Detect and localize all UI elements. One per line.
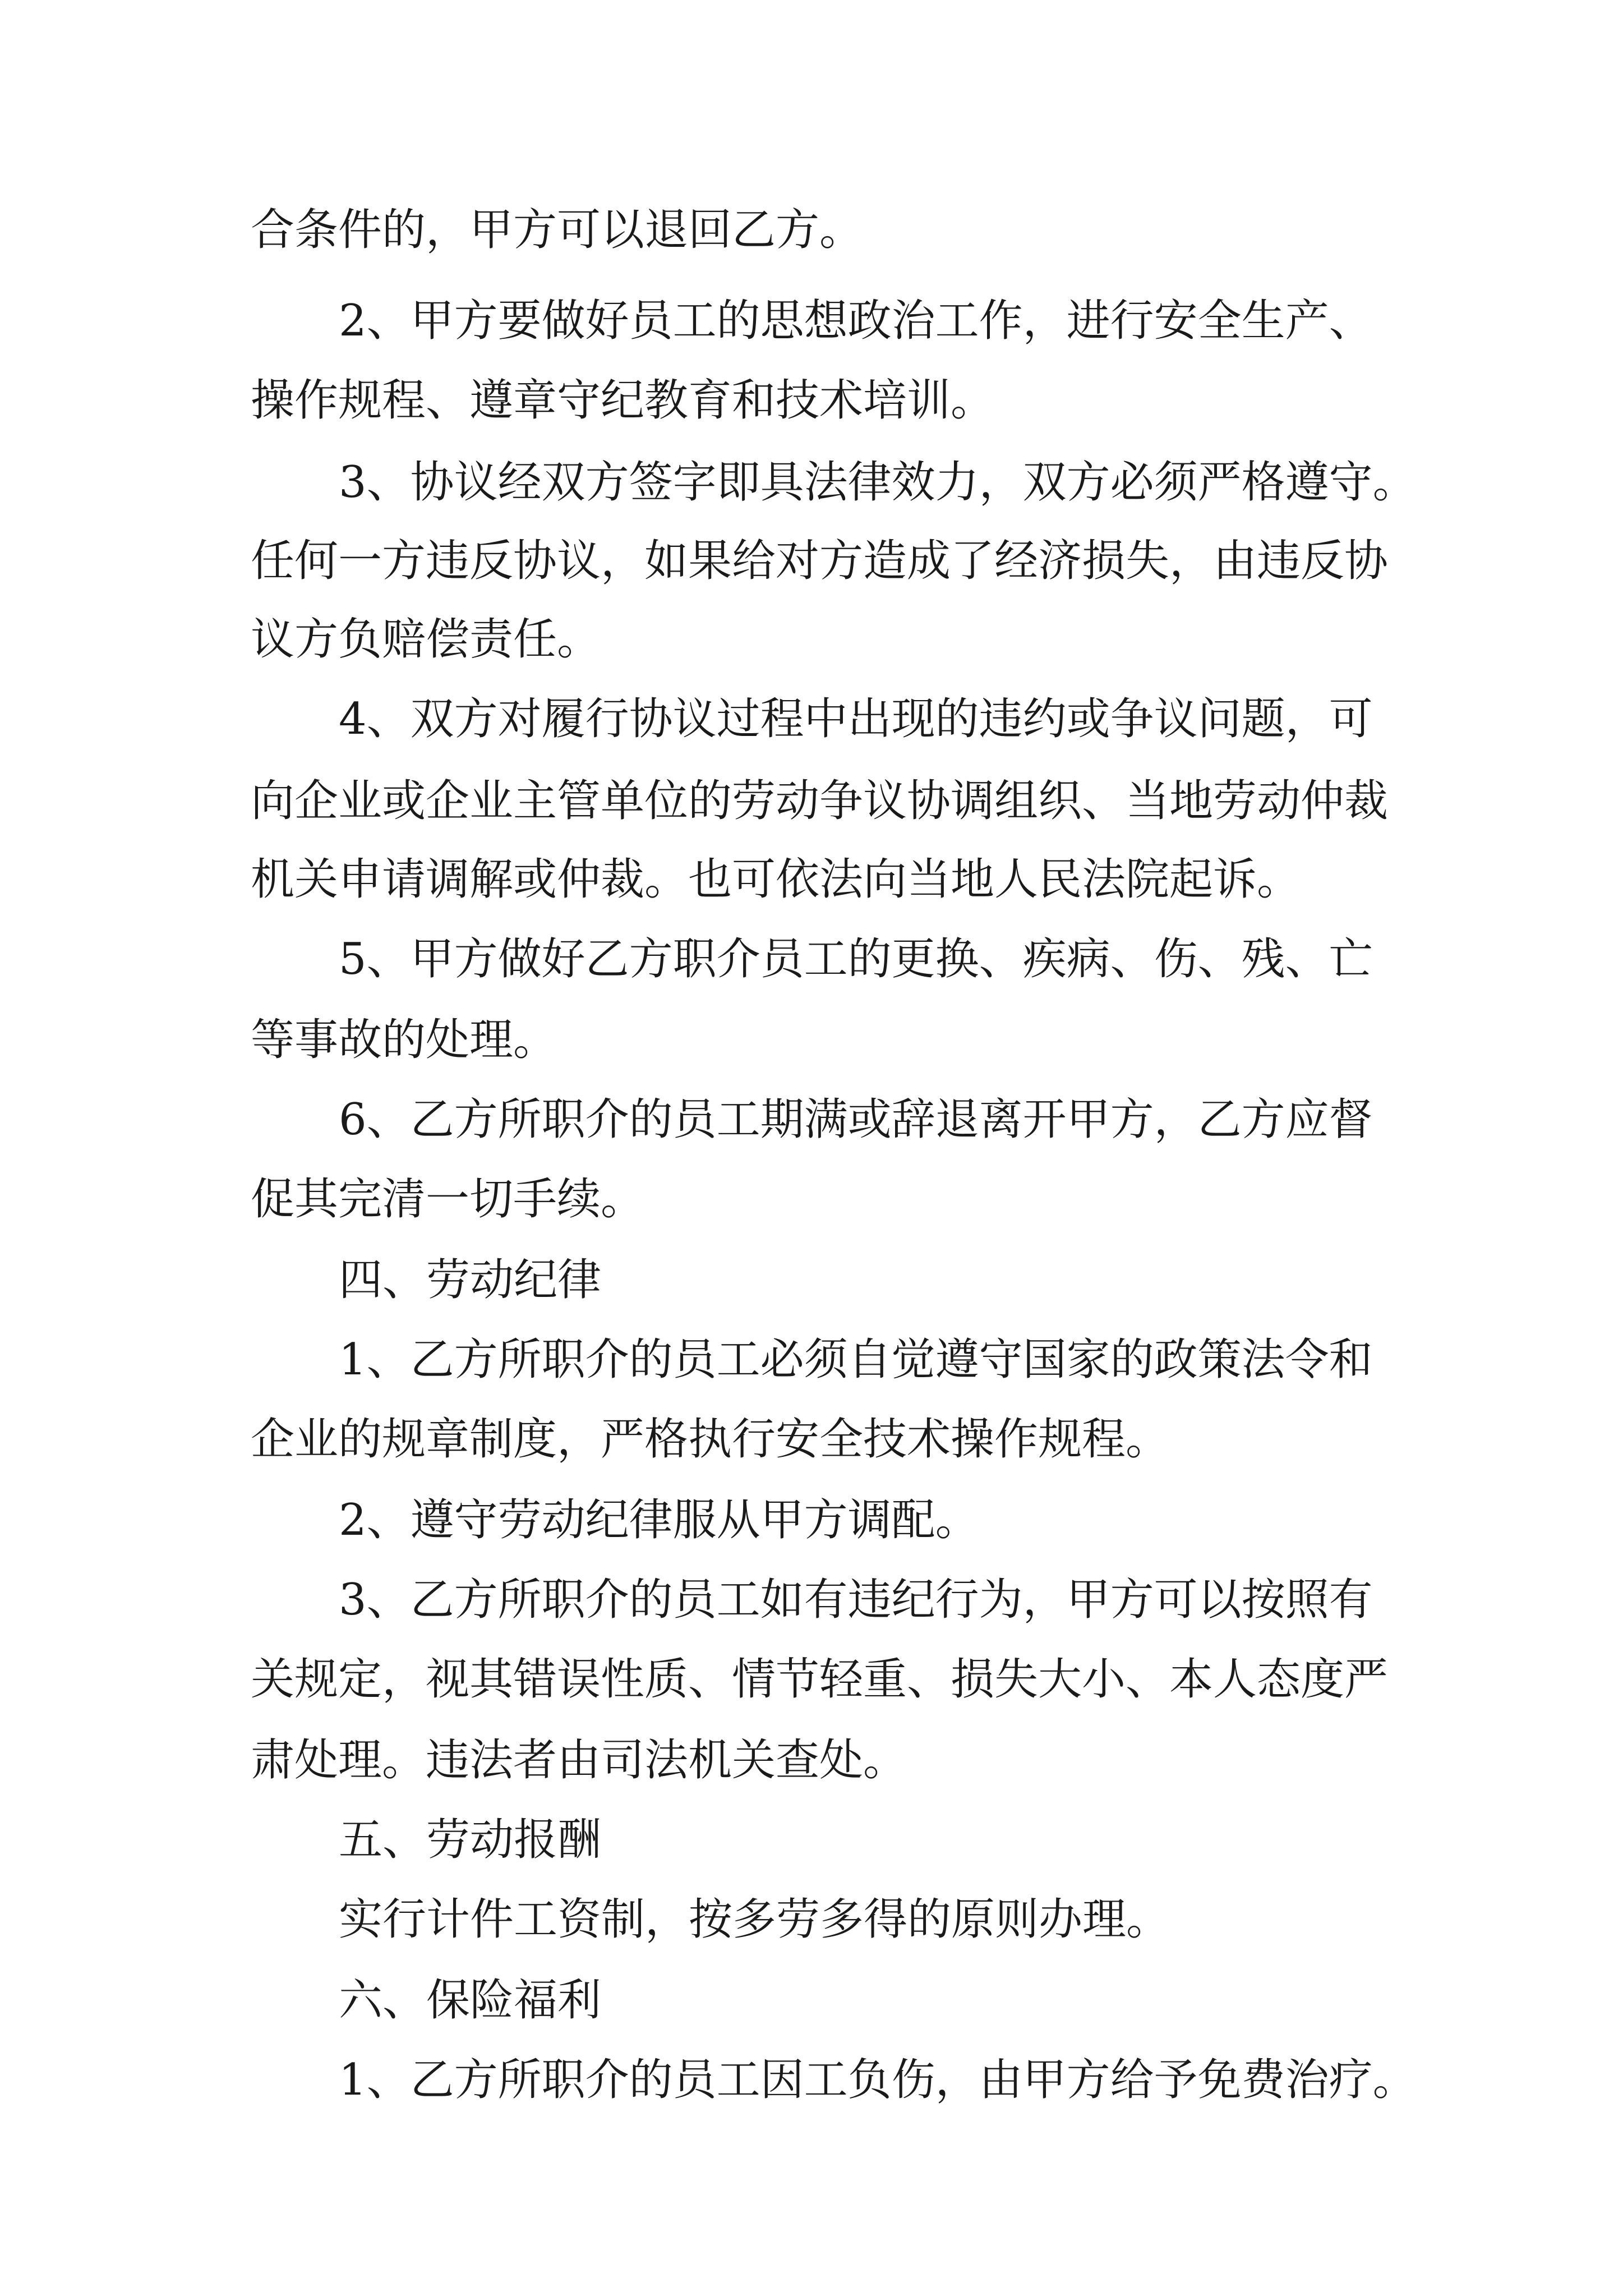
text-line-1: 合条件的，甲方可以退回乙方。 (251, 205, 864, 255)
text-line-2: 2、甲方要做好员工的思想政治工作，进行安全生产、 (339, 296, 1373, 346)
text-line-8: 向企业或企业主管单位的劳动争议协调组织、当地劳动仲裁 (251, 776, 1389, 826)
text-line-17: 2、遵守劳动纪律服从甲方调配。 (339, 1495, 979, 1545)
text-line-3: 操作规程、遵章守纪教育和技术培训。 (251, 375, 995, 426)
text-line-4: 3、协议经双方签字即具法律效力，双方必须严格遵守。 (339, 457, 1417, 508)
text-line-18: 3、乙方所职介的员工如有违纪行为，甲方可以按照有 (339, 1575, 1373, 1625)
section-heading-4: 四、劳动纪律 (339, 1255, 602, 1305)
text-line-15: 1、乙方所职介的员工必须自觉遵守国家的政策法令和 (339, 1335, 1373, 1385)
text-line-16: 企业的规章制度，严格执行安全技术操作规程。 (251, 1414, 1170, 1465)
section-heading-6: 六、保险福利 (339, 1975, 602, 2026)
text-line-13: 促其完清一切手续。 (251, 1174, 645, 1225)
text-line-6: 议方负赔偿责任。 (251, 614, 601, 665)
text-line-20: 肃处理。违法者由司法机关查处。 (251, 1735, 907, 1786)
text-line-9: 机关申请调解或仲裁。也可依法向当地人民法院起诉。 (251, 854, 1301, 905)
text-line-19: 关规定，视其错误性质、情节轻重、损失大小、本人态度严 (251, 1654, 1389, 1705)
text-line-10: 5、甲方做好乙方职介员工的更换、疾病、伤、残、亡 (339, 934, 1373, 984)
section-heading-5: 五、劳动报酬 (339, 1815, 602, 1865)
text-line-11: 等事故的处理。 (251, 1015, 557, 1065)
text-line-7: 4、双方对履行协议过程中出现的违约或争议问题，可 (339, 694, 1373, 744)
text-line-22: 实行计件工资制，按多劳多得的原则办理。 (339, 1894, 1170, 1945)
text-line-24: 1、乙方所职介的员工因工负伤，由甲方给予免费治疗。 (339, 2055, 1417, 2105)
text-line-5: 任何一方违反协议，如果给对方造成了经济损失，由违反协 (251, 536, 1389, 586)
text-line-12: 6、乙方所职介的员工期满或辞退离开甲方，乙方应督 (339, 1094, 1373, 1145)
